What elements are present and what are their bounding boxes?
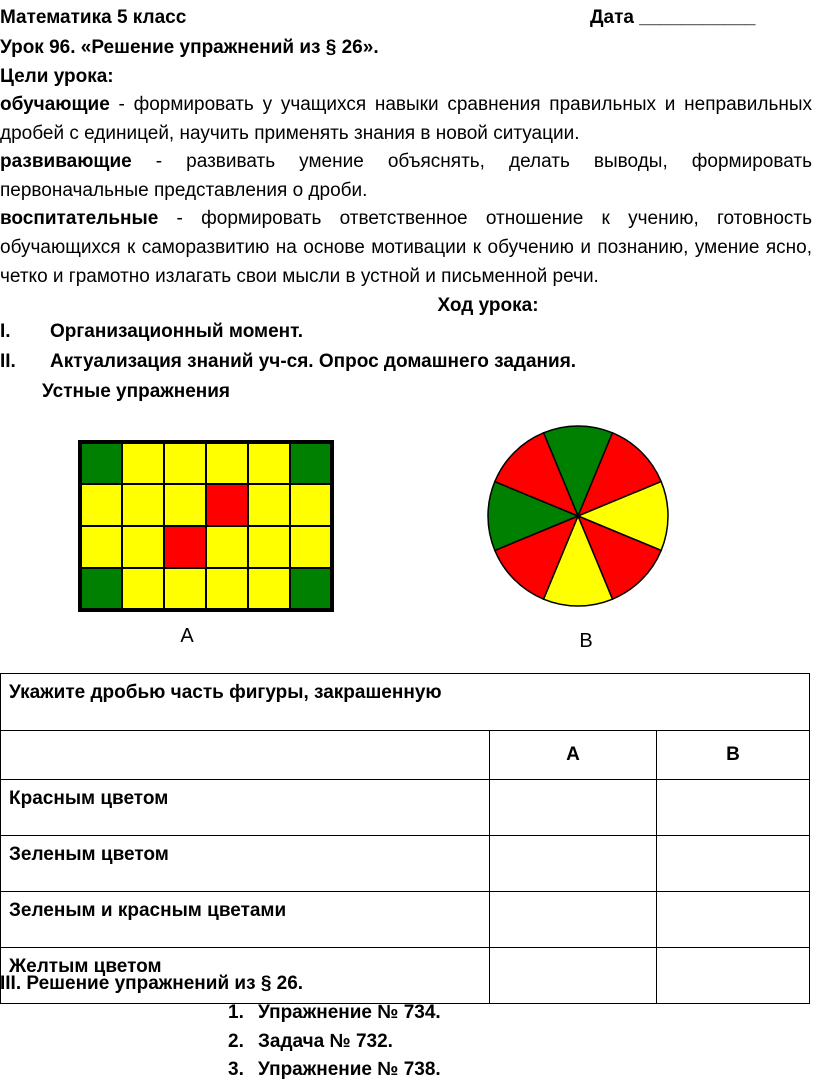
grid-cell-yellow: [164, 442, 206, 484]
grid-cell-red: [164, 526, 206, 568]
goal-text: - развивать умение объяснять, делать выводы, формировать первоначальные представления о дроби.: [0, 151, 812, 201]
table-row-label: Красным цветом: [1, 780, 490, 836]
exercise-text: Упражнение № 738.: [258, 1059, 441, 1080]
answer-cell-a[interactable]: [490, 780, 657, 836]
answer-cell-a[interactable]: [490, 948, 657, 1004]
date-field: Дата ___________: [590, 7, 756, 28]
grid-cell-yellow: [248, 484, 290, 526]
goal-text: - формировать ответственное отношение к учению, готовность обучающихся к саморазвитию на основе мотивации к обучению и познанию, умение ясно, четко и грамотно излагать свои мысли в устной и письменной речи.: [0, 208, 812, 287]
table-title: Укажите дробью часть фигуры, закрашенную: [1, 674, 810, 731]
figure-b-label: В: [579, 630, 593, 652]
grid-cell-yellow: [122, 442, 164, 484]
grid-cell-yellow: [290, 484, 332, 526]
grid-cell-yellow: [248, 526, 290, 568]
figures-area: [0, 425, 816, 660]
stage-1-text: Организационный момент.: [50, 321, 304, 342]
grid-cell-yellow: [164, 568, 206, 610]
stage-1-num: I.: [0, 321, 11, 342]
goals-title: Цели урока:: [0, 66, 114, 87]
exercise-item: [228, 1002, 441, 1024]
course-title: Ход урока:: [437, 295, 539, 316]
figure-b-pie: [488, 426, 668, 606]
goal-upbringing: [0, 204, 812, 291]
section-3-title: III. Решение упражнений из § 26.: [0, 973, 304, 994]
lesson-title: Урок 96. «Решение упражнений из § 26».: [0, 37, 379, 58]
goal-developing: [0, 147, 812, 205]
grid-cell-green: [290, 568, 332, 610]
answer-cell-b[interactable]: [657, 892, 810, 948]
figure-a-grid: [80, 442, 332, 610]
answer-cell-a[interactable]: [490, 892, 657, 948]
exercise-text: Задача № 732.: [258, 1031, 393, 1052]
grid-cell-yellow: [80, 526, 122, 568]
grid-cell-yellow: [248, 568, 290, 610]
grid-cell-red: [206, 484, 248, 526]
grid-cell-green: [80, 442, 122, 484]
table-header-empty: [1, 731, 490, 780]
grid-cell-yellow: [164, 484, 206, 526]
subject-title: Математика 5 класс: [0, 7, 187, 28]
grid-cell-yellow: [122, 526, 164, 568]
table-row-label: Зеленым цветом: [1, 836, 490, 892]
stage-2-text: Актуализация знаний уч-ся. Опрос домашнего задания.: [50, 351, 577, 372]
grid-cell-yellow: [80, 484, 122, 526]
answer-cell-a[interactable]: [490, 836, 657, 892]
grid-cell-yellow: [206, 442, 248, 484]
exercise-item: [228, 1059, 441, 1081]
answer-cell-b[interactable]: [657, 780, 810, 836]
table-header-a: А: [490, 731, 657, 780]
goal-label: обучающие: [0, 94, 110, 115]
goal-label: воспитательные: [0, 208, 159, 229]
answer-cell-b[interactable]: [657, 948, 810, 1004]
exercise-num: 2.: [228, 1031, 244, 1052]
grid-cell-yellow: [206, 526, 248, 568]
table-header-b: В: [657, 731, 810, 780]
exercise-text: Упражнение № 734.: [258, 1002, 441, 1023]
exercise-num: 1.: [228, 1002, 244, 1023]
figure-a-label: А: [180, 625, 194, 647]
grid-cell-green: [80, 568, 122, 610]
goal-label: развивающие: [0, 151, 132, 172]
oral-title: Устные упражнения: [42, 381, 231, 402]
exercise-item: [228, 1031, 393, 1053]
exercise-num: 3.: [228, 1059, 244, 1080]
grid-cell-yellow: [122, 568, 164, 610]
goal-educational: [0, 90, 812, 148]
grid-cell-yellow: [206, 568, 248, 610]
answer-table: [0, 673, 810, 1004]
table-row-label: Зеленым и красным цветами: [1, 892, 490, 948]
answer-cell-b[interactable]: [657, 836, 810, 892]
goal-text: - формировать у учащихся навыки сравнения правильных и неправильных дробей с единицей, научить применять знания в новой ситуации.: [0, 94, 812, 144]
grid-cell-yellow: [248, 442, 290, 484]
table-row-label: Желтым цветом: [1, 948, 490, 1004]
stage-2-num: II.: [0, 351, 16, 372]
grid-cell-yellow: [122, 484, 164, 526]
grid-cell-yellow: [290, 526, 332, 568]
grid-cell-green: [290, 442, 332, 484]
